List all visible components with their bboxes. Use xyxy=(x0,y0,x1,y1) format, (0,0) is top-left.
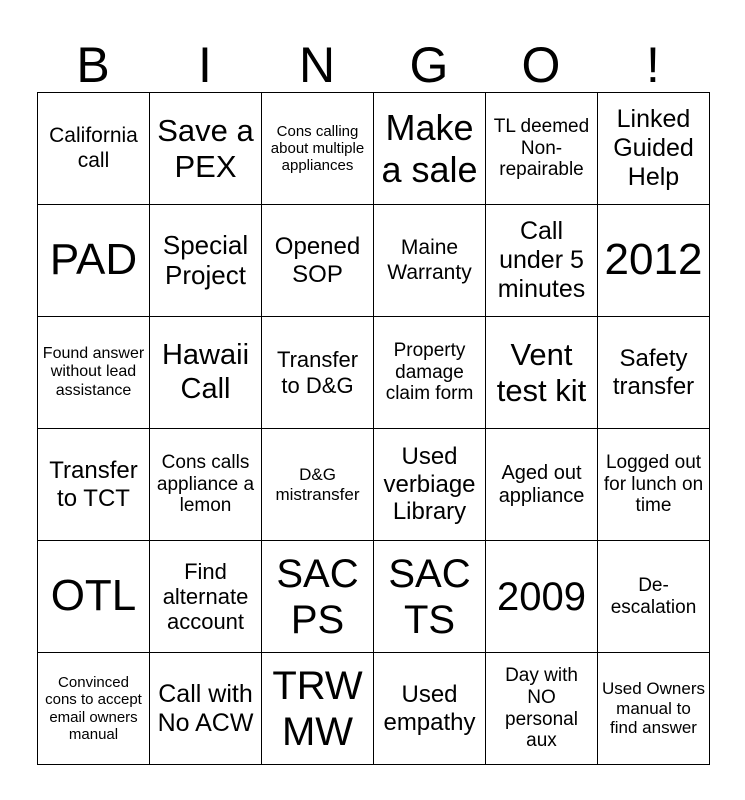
bingo-cell[interactable]: 2012 xyxy=(598,205,710,317)
title-letter: I xyxy=(198,37,212,93)
title-letter: G xyxy=(409,37,449,93)
bingo-cell[interactable]: SAC TS xyxy=(374,541,486,653)
title-letter: ! xyxy=(646,37,660,93)
bingo-cell[interactable]: OTL xyxy=(38,541,150,653)
bingo-cell[interactable]: Cons calls appliance a lemon xyxy=(150,429,262,541)
bingo-cell[interactable]: Call with No ACW xyxy=(150,653,262,765)
bingo-cell[interactable]: PAD xyxy=(38,205,150,317)
bingo-cell[interactable]: Find alternate account xyxy=(150,541,262,653)
board-row xyxy=(38,541,710,653)
bingo-cell[interactable]: Vent test kit xyxy=(486,317,598,429)
bingo-cell[interactable]: Opened SOP xyxy=(262,205,374,317)
bingo-board xyxy=(37,92,710,765)
bingo-cell[interactable]: Call under 5 minutes xyxy=(486,205,598,317)
board-row xyxy=(38,205,710,317)
bingo-cell[interactable]: Aged out appliance xyxy=(486,429,598,541)
board-row xyxy=(38,429,710,541)
bingo-cell[interactable]: Save a PEX xyxy=(150,93,262,205)
bingo-cell[interactable]: Found answer without lead assistance xyxy=(38,317,150,429)
bingo-cell[interactable]: D&G mistransfer xyxy=(262,429,374,541)
bingo-title xyxy=(37,38,709,92)
bingo-cell[interactable]: SAC PS xyxy=(262,541,374,653)
board-row xyxy=(38,317,710,429)
bingo-cell[interactable]: TRW MW xyxy=(262,653,374,765)
bingo-cell[interactable]: Hawaii Call xyxy=(150,317,262,429)
bingo-cell[interactable]: De-escalation xyxy=(598,541,710,653)
bingo-cell[interactable]: Logged out for lunch on time xyxy=(598,429,710,541)
board-row xyxy=(38,653,710,765)
bingo-cell[interactable]: Day with NO personal aux xyxy=(486,653,598,765)
bingo-cell[interactable]: Safety transfer xyxy=(598,317,710,429)
bingo-cell[interactable]: Transfer to D&G xyxy=(262,317,374,429)
bingo-cell[interactable]: Cons calling about multiple appliances xyxy=(262,93,374,205)
bingo-cell[interactable]: Maine Warranty xyxy=(374,205,486,317)
title-letter: O xyxy=(521,37,561,93)
bingo-cell[interactable]: California call xyxy=(38,93,150,205)
bingo-cell[interactable]: Linked Guided Help xyxy=(598,93,710,205)
bingo-cell[interactable]: 2009 xyxy=(486,541,598,653)
bingo-cell[interactable]: Used empathy xyxy=(374,653,486,765)
bingo-cell[interactable]: Convinced cons to accept email owners manual xyxy=(38,653,150,765)
bingo-cell[interactable]: Special Project xyxy=(150,205,262,317)
bingo-cell[interactable]: Used verbiage Library xyxy=(374,429,486,541)
bingo-cell[interactable]: Transfer to TCT xyxy=(38,429,150,541)
bingo-cell[interactable]: Property damage claim form xyxy=(374,317,486,429)
title-letter: N xyxy=(298,37,336,93)
bingo-cell[interactable]: Make a sale xyxy=(374,93,486,205)
title-letter: B xyxy=(76,37,110,93)
bingo-cell[interactable]: Used Owners manual to find answer xyxy=(598,653,710,765)
bingo-cell[interactable]: TL deemed Non-repairable xyxy=(486,93,598,205)
board-row xyxy=(38,93,710,205)
